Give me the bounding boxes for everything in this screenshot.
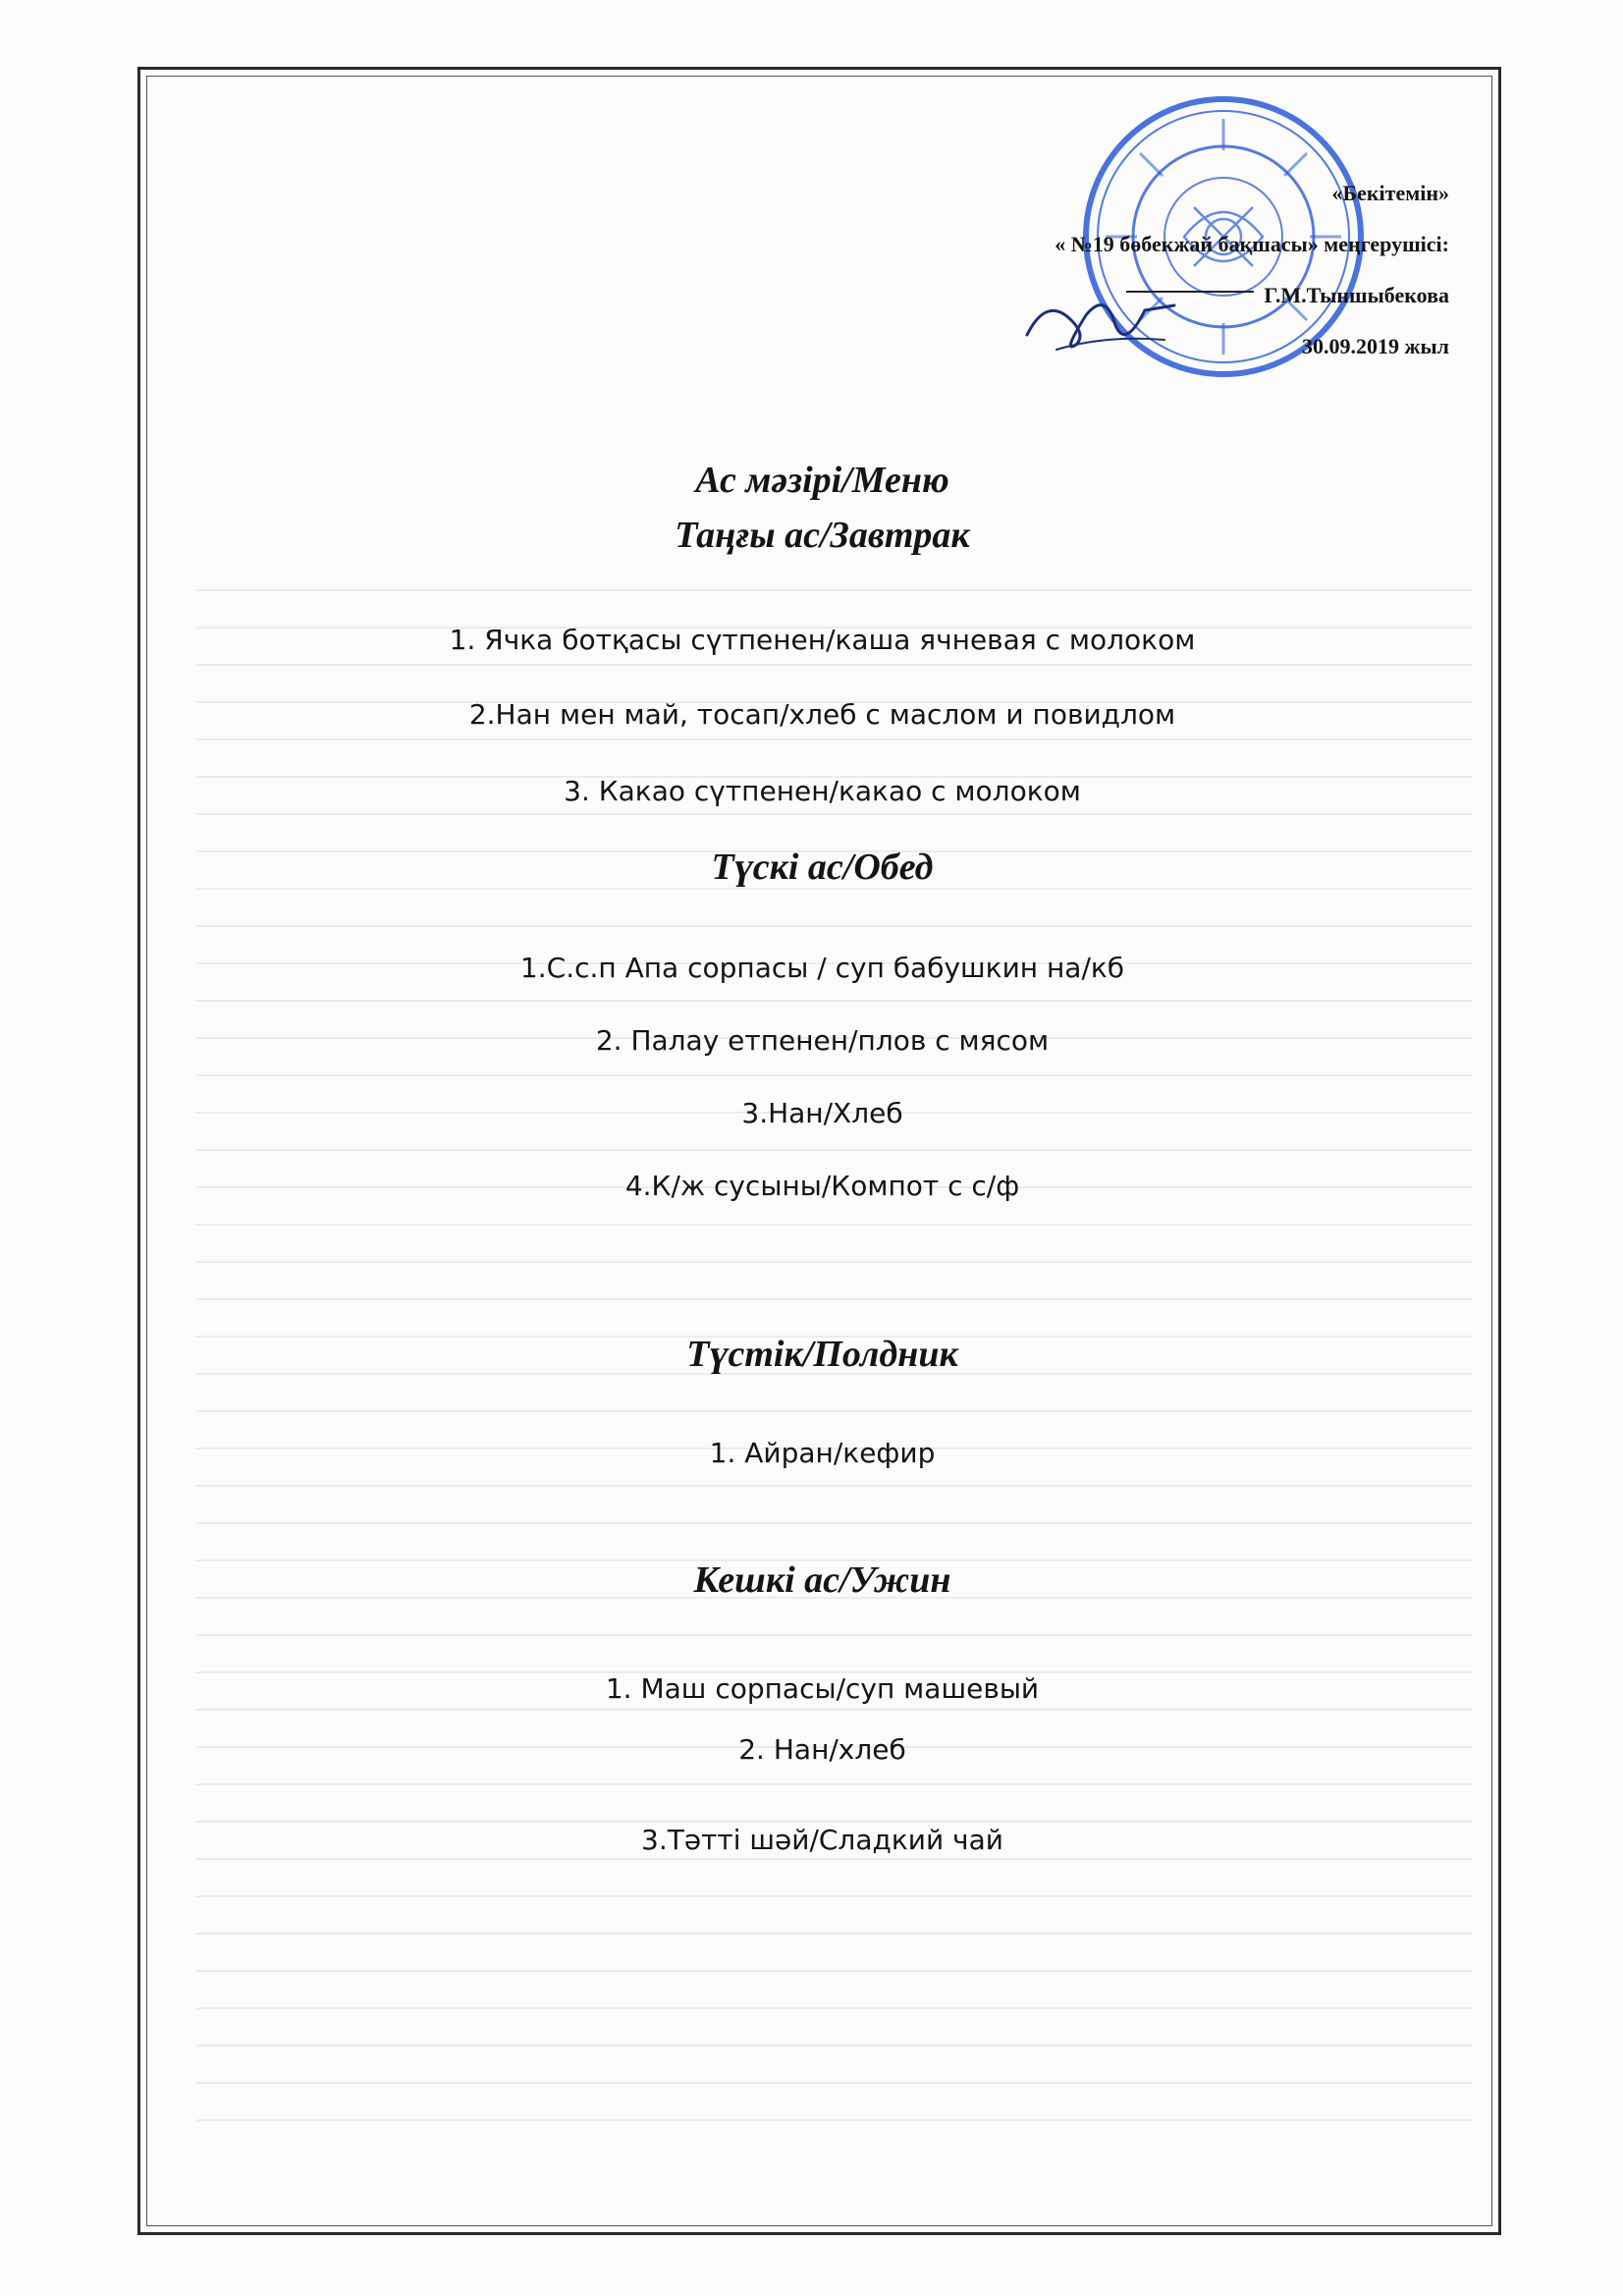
dinner-item-1: 1. Маш сорпасы/суп машевый [605,1672,1040,1705]
lunch-item-1: 1.С.с.п Апа сорпасы / суп бабушкин на/кб [519,952,1125,984]
lunch-title: Түскі ас/Обед [711,847,934,888]
lunch-item-2: 2. Палау етпенен/плов с мясом [595,1024,1050,1057]
breakfast-title: Таңғы ас/Завтрак [675,515,970,556]
dinner-title: Кешкі ас/Ужин [693,1559,951,1601]
dinner-item-3: 3.Тәтті шәй/Сладкий чай [641,1824,1003,1856]
lunch-item-3: 3.Нан/Хлеб [741,1097,903,1129]
approval-block [1055,168,1449,372]
snack-item-1: 1. Айран/кефир [709,1437,936,1469]
snack-title: Түстік/Полдник [686,1334,958,1375]
dinner-item-2: 2. Нан/хлеб [738,1733,906,1766]
menu-title: Ас мәзірі/Меню [695,460,949,501]
frame-inner-border [146,76,1492,2226]
lunch-item-4: 4.К/ж сусыны/Компот с с/ф [624,1170,1020,1202]
document-frame [137,67,1501,2235]
signatory-name: Г.М.Тыншыбекова [1264,283,1449,307]
signature-line [1126,291,1254,293]
approval-heading: «Бекітемін» [1331,181,1449,205]
approval-date: 30.09.2019 жыл [1302,334,1449,358]
breakfast-item-2: 2.Нан мен май, тосап/хлеб с маслом и повидлом [468,698,1176,731]
breakfast-item-1: 1. Ячка ботқасы сүтпенен/каша ячневая с молоком [449,624,1196,656]
approval-signatory [1055,270,1449,321]
breakfast-item-3: 3. Какао сүтпенен/какао с молоком [564,775,1081,807]
approval-position: « №19 бөбекжай бақшасы» меңгерушісі: [1055,232,1449,256]
